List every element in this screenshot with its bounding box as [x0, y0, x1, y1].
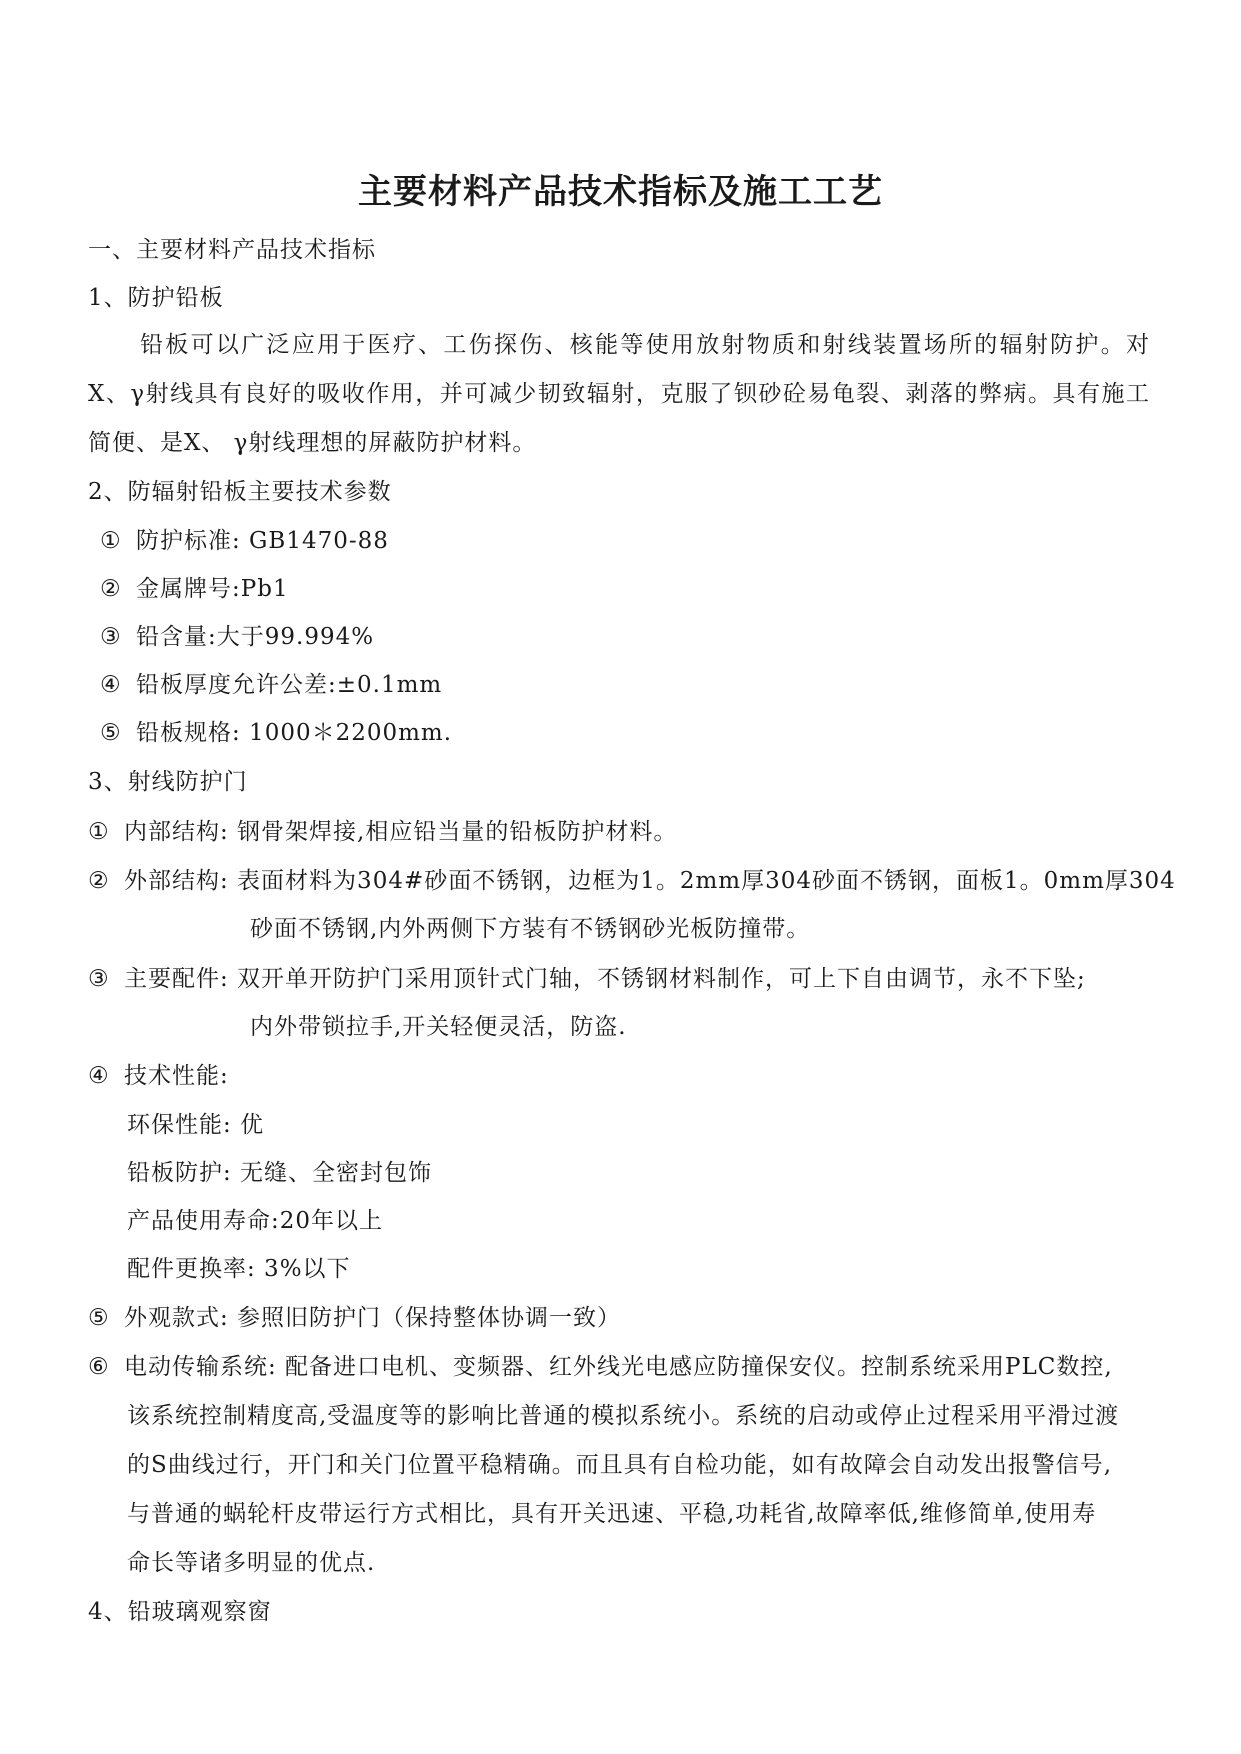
- item1-para-line: 简便、是X、 γ射线理想的屏蔽防护材料。: [88, 430, 537, 456]
- performance-item: 铅板防护: 无缝、全密封包饰: [127, 1160, 433, 1186]
- param-text: 防护标准: GB1470-88: [136, 528, 389, 554]
- param-text: 铅板厚度允许公差:±0.1mm: [136, 672, 443, 698]
- param-row: [100, 717, 452, 749]
- spec-marker: ⑤: [88, 1305, 110, 1331]
- door-spec-row: [88, 1302, 621, 1334]
- spec-text: 外部结构: 表面材料为304#砂面不锈钢，边框为1。2mm厚304砂面不锈钢，面板1。0mm厚304: [124, 868, 1176, 894]
- param-text: 铅板规格: 1000＊2200mm.: [136, 720, 453, 746]
- spec-marker: ③: [88, 966, 110, 992]
- param-marker: ③: [100, 624, 122, 650]
- door-spec-row: [88, 1060, 229, 1092]
- door-spec-continuation: 命长等诸多明显的优点.: [127, 1550, 376, 1576]
- param-marker: ⑤: [100, 720, 122, 746]
- param-text: 金属牌号:Pb1: [136, 576, 289, 602]
- door-spec-row: [88, 865, 1176, 897]
- door-spec-continuation: 与普通的蜗轮杆皮带运行方式相比，具有开关迅速、平稳,功耗省,故障率低,维修简单,使用寿: [127, 1501, 1097, 1527]
- param-text: 铅含量:大于99.994%: [136, 624, 375, 650]
- spec-text: 电动传输系统: 配备进口电机、变频器、红外线光电感应防撞保安仪。控制系统采用PLC数控,: [124, 1354, 1113, 1380]
- param-row: [100, 621, 374, 653]
- spec-text: 技术性能:: [124, 1063, 229, 1089]
- spec-text: 内部结构: 钢骨架焊接,相应铅当量的铅板防护材料。: [124, 819, 678, 845]
- param-row: [100, 525, 389, 557]
- door-spec-continuation: 该系统控制精度高,受温度等的影响比普通的模拟系统小。系统的启动或停止过程采用平滑过渡: [127, 1403, 1120, 1429]
- performance-item: 配件更换率: 3%以下: [127, 1256, 351, 1282]
- door-spec-continuation: 砂面不锈钢,内外两侧下方装有不锈钢砂光板防撞带。: [250, 916, 811, 942]
- door-spec-continuation: 的S曲线过行，开门和关门位置平稳精确。而且具有自检功能，如有故障会自动发出报警信号,: [127, 1452, 1113, 1478]
- document-title: 主要材料产品技术指标及施工工艺: [358, 172, 883, 212]
- spec-marker: ①: [88, 819, 110, 845]
- section-heading: 一、主要材料产品技术指标: [88, 237, 376, 263]
- item1-heading: 1、防护铅板: [88, 285, 224, 311]
- param-marker: ①: [100, 528, 122, 554]
- door-spec-continuation: 内外带锁拉手,开关轻便灵活，防盗.: [250, 1014, 627, 1040]
- door-spec-row: [88, 963, 1086, 995]
- item3-heading: 3、射线防护门: [88, 769, 248, 795]
- item4-heading: 4、铅玻璃观察窗: [88, 1599, 272, 1625]
- item1-para-line: 铅板可以广泛应用于医疗、工伤探伤、核能等使用放射物质和射线装置场所的辐射防护。对: [140, 332, 1150, 358]
- param-marker: ②: [100, 576, 122, 602]
- param-row: [100, 573, 289, 605]
- spec-text: 外观款式: 参照旧防护门（保持整体协调一致）: [124, 1305, 622, 1331]
- spec-marker: ④: [88, 1063, 110, 1089]
- performance-item: 环保性能: 优: [127, 1112, 265, 1138]
- item2-heading: 2、防辐射铅板主要技术参数: [88, 479, 392, 505]
- door-spec-row: [88, 816, 677, 848]
- spec-marker: ②: [88, 868, 110, 894]
- item1-para-line: X、γ射线具有良好的吸收作用，并可减少韧致辐射，克服了钡砂砼易龟裂、剥落的弊病。具有施工: [88, 381, 1150, 407]
- param-marker: ④: [100, 672, 122, 698]
- spec-text: 主要配件: 双开单开防护门采用顶针式门轴，不锈钢材料制作，可上下自由调节，永不下坠;: [124, 966, 1086, 992]
- spec-marker: ⑥: [88, 1354, 110, 1380]
- param-row: [100, 669, 442, 701]
- performance-item: 产品使用寿命:20年以上: [127, 1208, 384, 1234]
- door-spec-row: [88, 1351, 1113, 1383]
